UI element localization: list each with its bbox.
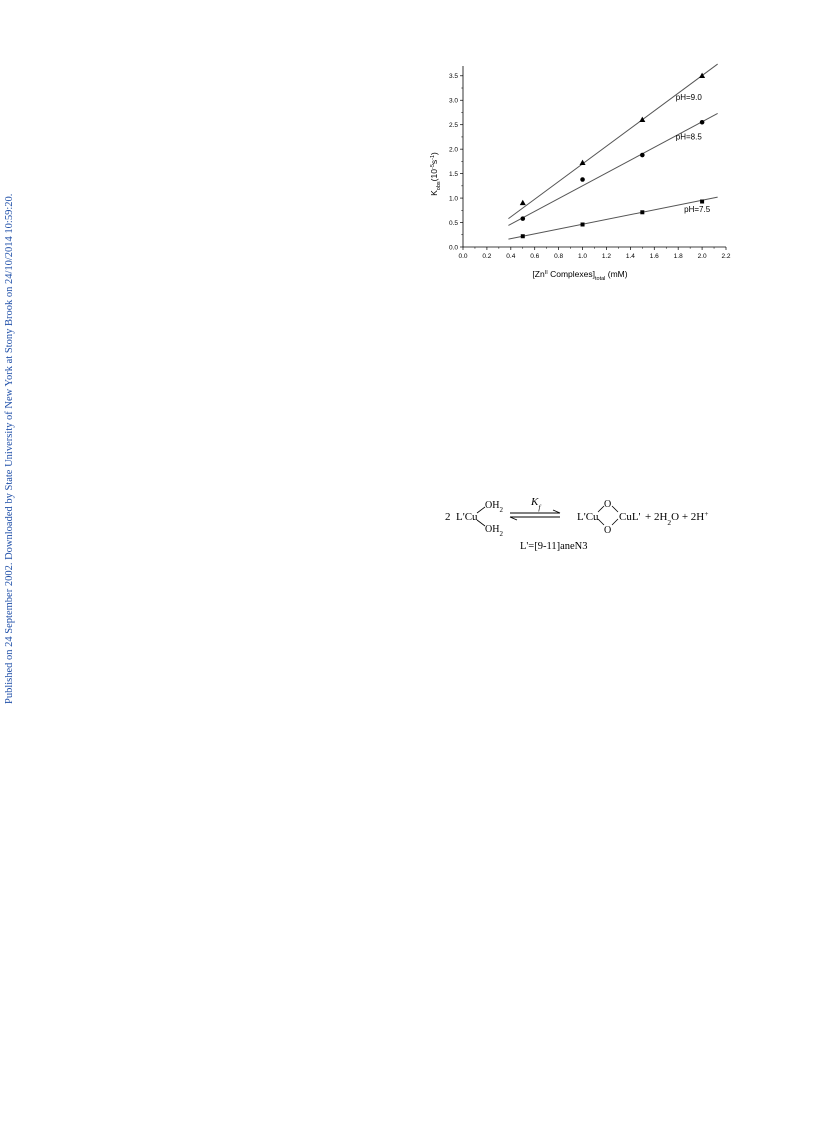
reactant-ligand: L'Cu <box>456 511 478 523</box>
kinetics-plot-svg <box>418 56 738 288</box>
ligand-definition: L'=[9-11]aneN3 <box>520 541 588 552</box>
x-tick-label: 1.8 <box>673 253 683 260</box>
aqua-ligand-top: $OH_2$ <box>485 500 503 514</box>
series-label-ph-7-5: pH=7.5 <box>684 204 711 214</box>
y-tick-label: 2.5 <box>448 122 458 130</box>
kinetics-plot <box>418 56 738 288</box>
reaction-byproducts: + $2H_2O + 2H^+$ <box>645 508 709 527</box>
x-tick-label: 2.0 <box>697 253 707 260</box>
bridge-oxygen-top: O <box>604 499 612 510</box>
x-axis-label: [$Zn^{II}$ $Complexes]_{total}$ (mM) <box>532 269 628 282</box>
x-tick-label: 2.2 <box>721 253 731 260</box>
series-labels <box>676 93 711 214</box>
cu-oh2-bond-top <box>477 507 485 513</box>
aqua-ligand-bottom: $OH_2$ <box>485 524 503 538</box>
reaction-scheme-svg <box>440 490 740 560</box>
y-tick-label: 3.5 <box>448 73 458 81</box>
data-point-ph-9-0 <box>639 117 645 122</box>
x-tick-label: 0.0 <box>458 253 468 260</box>
y-tick-label: 0.5 <box>448 219 458 227</box>
data-point-ph-8-5 <box>520 216 525 221</box>
download-watermark-text: Published on 24 September 2002. Downloaded by State University of New York at Stony Brook on 24/10/2014 10:59:20. <box>4 193 15 704</box>
data-point-ph-8-5 <box>700 120 705 125</box>
y-tick-label: 0.0 <box>448 244 458 252</box>
reaction-scheme <box>440 490 740 560</box>
x-tick-label: 1.0 <box>578 253 588 260</box>
equilibrium-arrow <box>510 510 560 520</box>
x-tick-label: 1.2 <box>601 253 611 260</box>
y-tick-label: 1.5 <box>448 170 458 178</box>
product-left-ligand: L'Cu <box>577 511 599 523</box>
x-tick-label: 0.4 <box>506 253 516 260</box>
fit-line-ph-7-5 <box>508 197 717 239</box>
y-tick-label: 2.0 <box>448 146 458 154</box>
data-point-ph-7-5 <box>521 234 525 238</box>
data-point-ph-9-0 <box>520 200 526 205</box>
data-point-ph-7-5 <box>700 200 704 204</box>
bridge-oxygen-bottom: O <box>604 525 612 536</box>
x-tick-label: 0.6 <box>530 253 540 260</box>
data-point-ph-7-5 <box>581 222 585 226</box>
x-tick-label: 0.2 <box>482 253 492 260</box>
series-label-ph-9-0: pH=9.0 <box>675 93 702 103</box>
y-tick-label: 3.0 <box>448 97 458 105</box>
x-tick-label: 1.6 <box>649 253 659 260</box>
y-axis-label: $K_{obs}(10^{-5}s^{-1})$ <box>429 152 442 196</box>
series-label-ph-8-5: pH=8.5 <box>675 132 702 142</box>
x-tick-label: 0.8 <box>554 253 564 260</box>
data-point-ph-8-5 <box>640 153 645 158</box>
cu-oh2-bond-bottom <box>477 520 485 526</box>
reactant-coefficient: 2 <box>445 511 451 523</box>
product-right-ligand: CuL' <box>619 511 641 523</box>
equilibrium-constant-label: $K_f$ <box>531 496 541 512</box>
data-point-ph-8-5 <box>580 177 585 182</box>
data-point-ph-7-5 <box>640 210 644 214</box>
x-tick-label: 1.4 <box>625 253 635 260</box>
y-tick-label: 1.0 <box>448 195 458 203</box>
